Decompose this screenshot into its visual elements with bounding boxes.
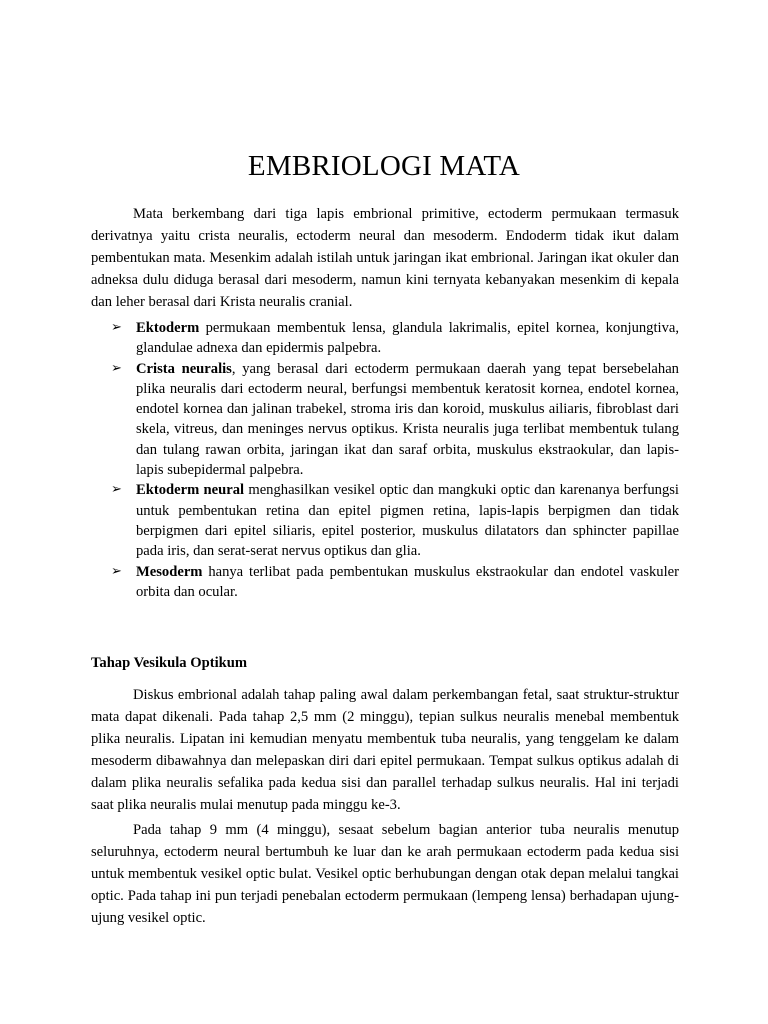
list-item-text: hanya terlibat pada pembentukan muskulus ekstraokular dan endotel vaskuler orbita dan ocular. bbox=[136, 563, 679, 600]
list-item-term: Ektoderm neural bbox=[136, 482, 245, 499]
list-item-text: permukaan membentuk lensa, glandula lakrimalis, epitel kornea, konjungtiva, glandulae adnexa dan epidermis palpebra. bbox=[136, 320, 679, 357]
section-heading: Tahap Vesikula Optikum bbox=[91, 655, 248, 671]
layer-list bbox=[111, 318, 679, 602]
list-item-term: Crista neuralis bbox=[136, 360, 232, 377]
list-item-text: menghasilkan vesikel optic dan mangkuki optic dan karenanya berfungsi untuk pembentukan retina dan epitel pigmen retina, lapis-lapis berpigmen dan tidak berpigmen dari epitel siliaris, epitel posterior, muskulus dilatators dan sphincter papillae pada iris, dan serat-serat nervus optikus dan glia. bbox=[136, 482, 679, 560]
list-item bbox=[111, 359, 679, 481]
page-title: EMBRIOLOGI MATA bbox=[247, 150, 521, 182]
list-item bbox=[111, 318, 679, 359]
section-paragraph: Diskus embrional adalah tahap paling awal dalam perkembangan fetal, saat struktur-struktur mata dapat dikenali. Pada tahap 2,5 mm (2 minggu), tepian sulkus neuralis menebal membentuk plika neuralis. Lipatan ini kemudian menyatu membentuk tuba neuralis, yang tenggelam ke dalam mesoderm dibawahnya dan melepaskan diri dari epitel permukaan. Tempat sulkus optikus adalah di dalam plika neuralis sefalika pada kedua sisi dan parallel terhadap sulkus neuralis. Hal ini terjadi saat plika neuralis mulai menutup pada minggu ke-3. bbox=[91, 687, 679, 813]
list-item-term: Mesoderm bbox=[136, 563, 203, 580]
arrowhead-bullet-icon: ➢ bbox=[111, 482, 122, 498]
arrowhead-bullet-icon: ➢ bbox=[111, 320, 122, 335]
intro-paragraph: Mata berkembang dari tiga lapis embrional primitive, ectoderm permukaan termasuk derivatnya yaitu crista neuralis, ectoderm neural dan mesoderm. Endoderm tidak ikut dalam pembentukan mata. Mesenkim adalah istilah untuk jaringan ikat embrional. Jaringan ikat okuler dan adneksa dulu diduga berasal dari mesoderm, namun kini ternyata kebanyakan mesenkim di kepala dan leher berasal dari Krista neuralis cranial. bbox=[91, 206, 679, 310]
list-item bbox=[111, 562, 679, 603]
list-item bbox=[111, 480, 679, 561]
arrowhead-bullet-icon: ➢ bbox=[111, 360, 122, 376]
arrowhead-bullet-icon: ➢ bbox=[111, 563, 122, 579]
section-paragraph: Pada tahap 9 mm (4 minggu), sesaat sebelum bagian anterior tuba neuralis menutup seluruhnya, ectoderm neural bertumbuh ke luar dan ke arah permukaan ectoderm pada kedua sisi untuk membentuk vesikel optic bulat. Vesikel optic berhubungan dengan otak depan melalui tangkai optic. Pada tahap ini pun terjadi penebalan ectoderm permukaan (lempeng lensa) berhadapan ujung-ujung vesikel optic. bbox=[91, 822, 679, 926]
list-item-term: Ektoderm bbox=[136, 320, 200, 336]
list-item-text: , yang berasal dari ectoderm permukaan daerah yang tepat bersebelahan plika neuralis dari ectoderm neural, berfungsi membentuk keratosit kornea, endotel kornea, endotel kornea dan jalinan trabekel, stroma iris dan koroid, muskulus ailiaris, fibroblast dari skela, vitreus, dan meninges nervus optikus. Krista neuralis juga terlibat membentuk tulang dan tulang rawan orbita, jaringan ikat dan saraf orbita, muskulus ekstraokular, dan lapis-lapis subepidermal palpebra. bbox=[136, 360, 679, 479]
